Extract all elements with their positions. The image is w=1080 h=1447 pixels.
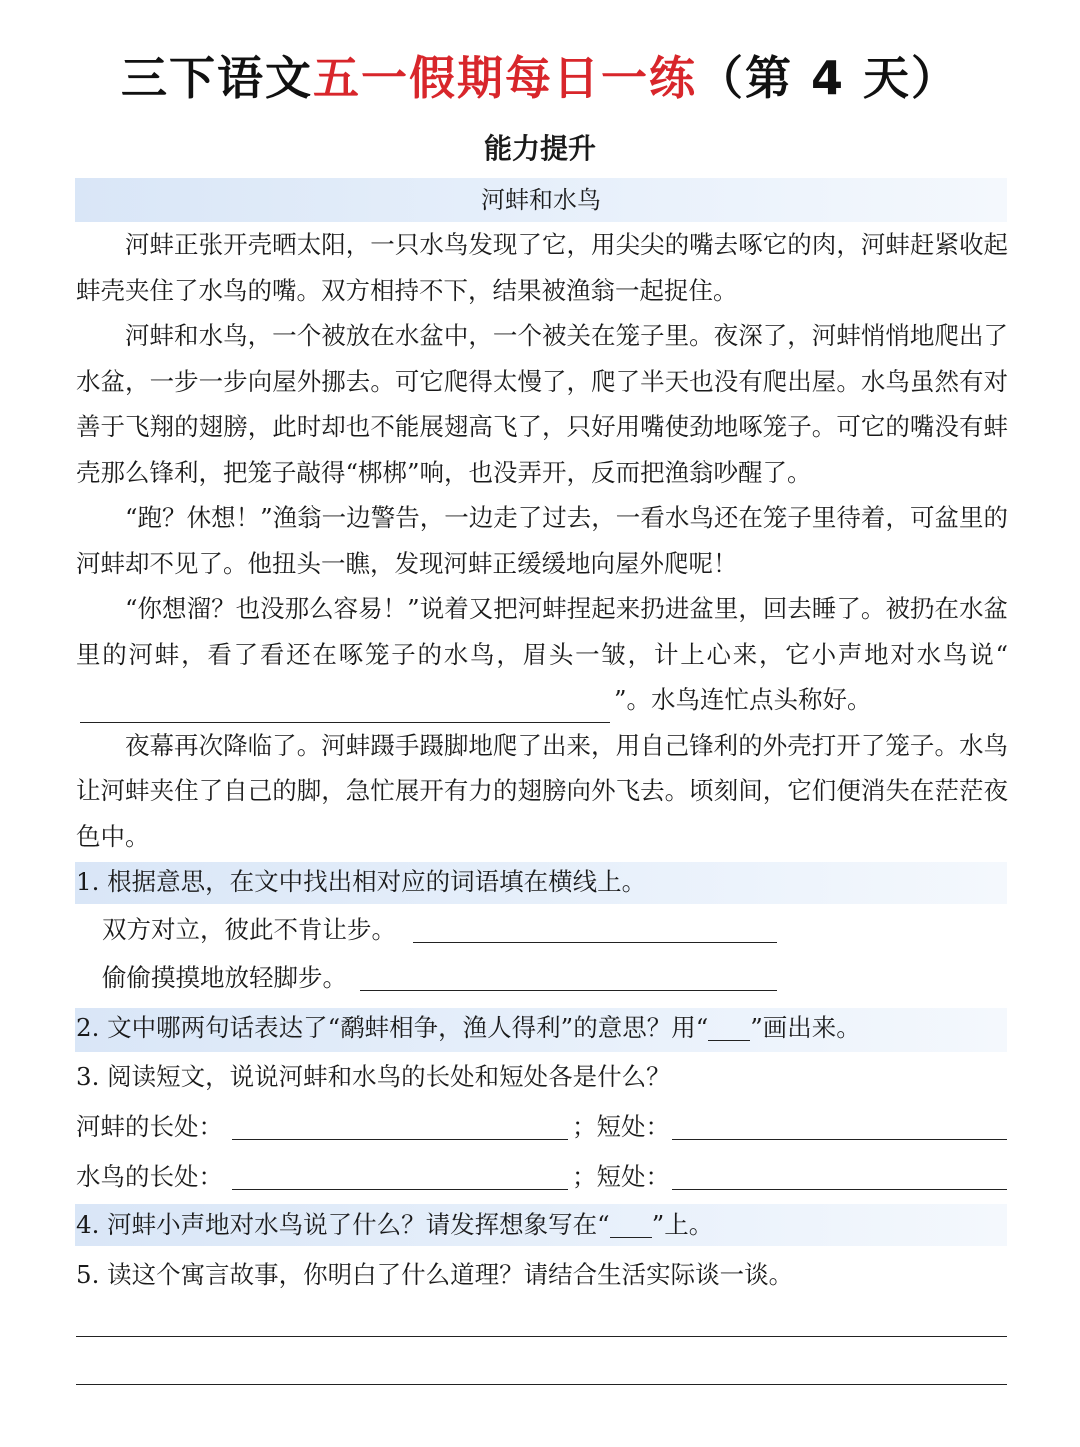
- answer-line-1b[interactable]: [360, 990, 777, 991]
- paragraph-5: 夜幕再次降临了。河蚌蹑手蹑脚地爬了出来，用自己锋利的外壳打开了笼子。水鸟让河蚌夹住了自己的脚，急忙展开有力的翅膀向外飞去。顷刻间，它们便消失在茫茫夜色中。: [76, 730, 1008, 851]
- question-1b: 偷偷摸摸地放轻脚步。: [102, 963, 347, 992]
- question-3: 3. 阅读短文，说说河蚌和水鸟的长处和短处各是什么？: [76, 1062, 671, 1091]
- answer-line-bird-strength[interactable]: [232, 1189, 568, 1190]
- question-1: 1. 根据意思，在文中找出相对应的词语填在横线上。: [76, 867, 647, 896]
- story-title: 河蚌和水鸟: [481, 186, 601, 214]
- question-4: [76, 1203, 1008, 1247]
- story-passage: [76, 222, 1008, 859]
- question-2-start: 2. 文中哪两句话表达了“鹬蚌相争，渔人得利”的意思？用“: [76, 1013, 709, 1042]
- answer-line-5b[interactable]: [76, 1384, 1007, 1385]
- paragraph-2: 河蚌和水鸟，一个被放在水盆中，一个被关在笼子里。夜深了，河蚌悄悄地爬出了水盆，一步一步向屋外挪去。可它爬得太慢了，爬了半天也没有爬出屋。水鸟虽然有对善于飞翔的翅膀，此时却也不能展翅高飞了，只好用嘴使劲地啄笼子。可它的嘴没有蚌壳那么锋利，把笼子敲得“梆梆”响，也没弄开，反而把渔翁吵醒了。: [76, 321, 1008, 487]
- title-part2: 五一假期每日一练: [312, 51, 697, 105]
- paragraph-4-end: ”。水鸟连忙点头称好。: [614, 685, 872, 714]
- question-4-end: ”上。: [651, 1210, 714, 1239]
- title-part3: （第 4 天）: [696, 51, 960, 105]
- paragraph-4: [76, 586, 1008, 723]
- dialogue-blank[interactable]: [80, 692, 610, 723]
- bird-weakness-label: ；短处：: [572, 1162, 670, 1191]
- paragraph-1: 河蚌正张开壳晒太阳，一只水鸟发现了它，用尖尖的嘴去啄它的肉，河蚌赶紧收起蚌壳夹住了水鸟的嘴。双方相持不下，结果被渔翁一起捉住。: [76, 230, 1008, 305]
- paragraph-4-start: “你想溜？也没那么容易！”说着又把河蚌捏起来扔进盆里，回去睡了。被扔在水盆里的河蚌，看了看还在啄笼子的水鸟，眉头一皱，计上心来，它小声地对水鸟说“: [76, 594, 1008, 669]
- q4-short-blank: [610, 1215, 652, 1238]
- page-title: [0, 42, 1080, 108]
- title-part1: 三下语文: [120, 51, 313, 105]
- section-heading: 能力提升: [483, 132, 596, 165]
- answer-line-mussel-weakness[interactable]: [672, 1139, 1007, 1140]
- answer-line-5a[interactable]: [76, 1336, 1007, 1337]
- answer-line-1a[interactable]: [413, 942, 777, 943]
- mussel-weakness-label: ；短处：: [572, 1112, 670, 1141]
- mussel-strength-label: 河蚌的长处：: [76, 1112, 223, 1141]
- question-1a: 双方对立，彼此不肯让步。: [102, 915, 396, 944]
- answer-line-mussel-strength[interactable]: [232, 1139, 568, 1140]
- question-5: 5. 读这个寓言故事，你明白了什么道理？请结合生活实际谈一谈。: [76, 1260, 794, 1289]
- question-2: [76, 1006, 1008, 1050]
- question-2-end: ”画出来。: [750, 1013, 861, 1042]
- q2-short-blank: [708, 1018, 750, 1041]
- paragraph-3: “跑？休想！”渔翁一边警告，一边走了过去，一看水鸟还在笼子里待着，可盆里的河蚌却不见了。他扭头一瞧，发现河蚌正缓缓地向屋外爬呢！: [76, 503, 1008, 578]
- question-4-start: 4. 河蚌小声地对水鸟说了什么？请发挥想象写在“: [76, 1210, 610, 1239]
- answer-line-bird-weakness[interactable]: [672, 1189, 1007, 1190]
- bird-strength-label: 水鸟的长处：: [76, 1162, 223, 1191]
